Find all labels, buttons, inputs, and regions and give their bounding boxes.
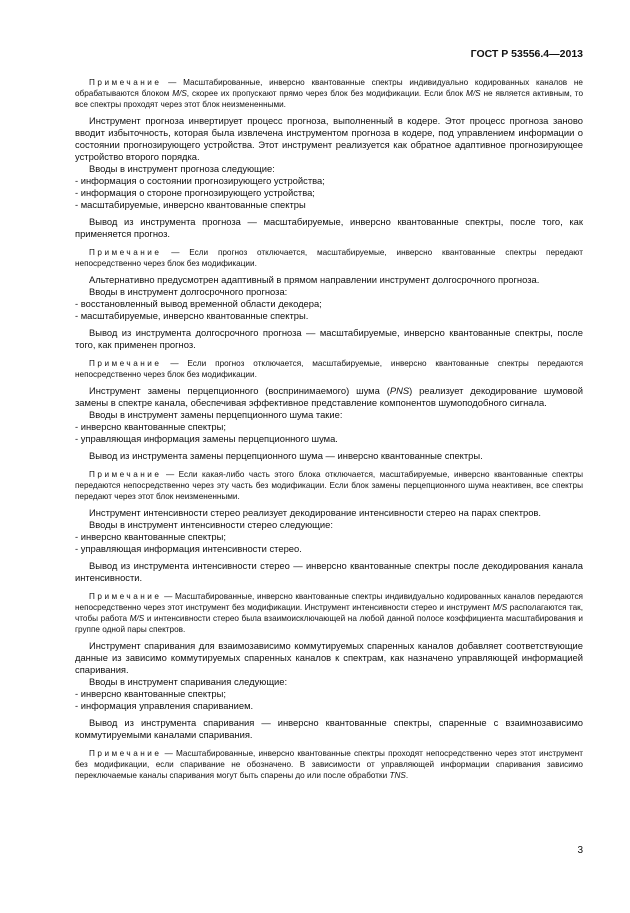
document-body — [75, 77, 583, 781]
list-lead: Вводы в инструмент интенсивности стерео следующие: — [89, 519, 333, 530]
list-item: - масштабируемые, инверсно квантованные спектры. — [75, 310, 309, 321]
list-item: - масштабируемые, инверсно квантованные спектры — [75, 199, 306, 210]
body-paragraph — [75, 327, 583, 351]
body-paragraph — [75, 450, 583, 462]
italic-term: TNS — [389, 771, 406, 780]
italic-term: M/S — [172, 89, 187, 98]
text-run: Вывод из инструмента долгосрочного прогноза — масштабируемые, инверсно квантованные спектры, после того, как применен прогноз. — [75, 327, 583, 350]
text-run: , скорее их пропускают прямо через блок без модификации. Если блок — [186, 89, 467, 98]
body-paragraph — [75, 717, 583, 741]
note-paragraph — [75, 77, 583, 110]
text-run: Инструмент интенсивности стерео реализует декодирование интенсивности стерео на парах спектров. — [89, 507, 541, 518]
list-block — [75, 286, 583, 322]
list-item: - инверсно квантованные спектры; — [75, 421, 226, 432]
list-item: - управляющая информация интенсивности стерео. — [75, 543, 302, 554]
text-run: — Если какая-либо часть этого блока отключается, масштабируемые, инверсно квантованные спектры передаются непосредственно через эту часть без модификации. Если блок замены перцепционного шума неактивен, все спектры передают через этот блок неизмененными. — [75, 470, 584, 501]
text-run: располагаются так, чтобы работа — [75, 603, 584, 623]
list-item: - инверсно квантованные спектры; — [75, 531, 226, 542]
text-run: — Если прогноз отключается, масштабируемые, инверсно квантованные спектры передаются непосредственно через блок без модификации. — [75, 359, 583, 379]
note-paragraph — [75, 469, 583, 502]
list-block — [75, 676, 583, 712]
text-run: — Масштабированные, инверсно квантованные спектры индивидуально кодированных каналов передаются непосредственно через этот инструмент без модификации. Инструмент интенсивности стерео и инструмент — [75, 592, 583, 612]
body-paragraph — [75, 216, 583, 240]
note-paragraph — [75, 247, 583, 269]
body-paragraph — [75, 115, 583, 163]
note-label: Примечание — [89, 470, 162, 479]
list-item: - инверсно квантованные спектры; — [75, 688, 226, 699]
note-label: Примечание — [89, 592, 162, 601]
body-paragraph — [75, 640, 583, 676]
document-page — [75, 48, 583, 783]
note-label: Примечание — [89, 359, 162, 368]
text-run: Вывод из инструмента интенсивности стерео — инверсно квантованные спектры после декодирования канала интенсивности. — [75, 560, 583, 583]
note-paragraph — [75, 591, 583, 635]
text-run: Альтернативно предусмотрен адаптивный в прямом направлении инструмент долгосрочного прогноза. — [89, 274, 540, 285]
body-paragraph — [75, 560, 583, 584]
list-block — [75, 409, 583, 445]
note-paragraph — [75, 748, 583, 781]
text-run: не является активным, то все спектры проходят через этот блок неизмененными. — [75, 89, 583, 109]
body-paragraph — [75, 507, 583, 519]
text-run: Вывод из инструмента прогноза — масштабируемые, инверсно квантованные спектры, после того, как применяется прогноз. — [75, 216, 583, 239]
list-lead: Вводы в инструмент спаривания следующие: — [89, 676, 288, 687]
list-block — [75, 163, 583, 211]
italic-term: PNS — [389, 385, 410, 396]
text-run: Инструмент спаривания для взаимозависимо коммутируемых спаренных каналов добавляет соответствующие данные из зависимо коммутируемых спаренных каналов к спектрам, как назначено управляющей информацией спаривания. — [75, 640, 583, 675]
text-run: Инструмент замены перцепционного (воспринимаемого) шума ( — [89, 385, 390, 396]
list-item: - восстановленный вывод временной области декодера; — [75, 298, 322, 309]
text-run: Инструмент прогноза инвертирует процесс прогноза, выполненный в кодере. Этот процесс прогноза заново вводит избыточность, которая была извлечена инструментом прогноза в кодере, под управлением информации о состоянии прогнозирующего устройства. Этот инструмент реализуется как обратное адаптивное прогнозирующее устройство второго порядка. — [75, 115, 583, 162]
text-run: . — [405, 771, 409, 780]
list-item: - управляющая информация замены перцепционного шума. — [75, 433, 338, 444]
text-run: — Масштабированные, инверсно квантованные спектры проходят непосредственно через этот инструмент без модификации, если спаривание не обозначено. В зависимости от управляющей информации спаривания зависимо переключаемые каналы спаривания могут быть спарены до или после обработки — [75, 749, 583, 780]
list-item: - информация о состоянии прогнозирующего устройства; — [75, 175, 325, 186]
note-paragraph — [75, 358, 583, 380]
text-run: Вывод из инструмента замены перцепционного шума — инверсно квантованные спектры. — [89, 450, 483, 461]
list-lead: Вводы в инструмент прогноза следующие: — [89, 163, 275, 174]
italic-term: M/S — [129, 614, 145, 623]
note-label: Примечание — [89, 248, 162, 257]
text-run: — Если прогноз отключается, масштабируемые, инверсно квантованные спектры передают непосредственно через блок без модификации. — [75, 248, 583, 268]
body-paragraph — [75, 274, 583, 286]
list-item: - информация о стороне прогнозирующего устройства; — [75, 187, 315, 198]
italic-term: M/S — [466, 89, 481, 98]
text-run: Вывод из инструмента спаривания — инверсно квантованные спектры, спаренные с взаимнозависимо коммутируемыми каналами спаривания. — [75, 717, 583, 740]
list-item: - информация управления спариванием. — [75, 700, 254, 711]
standard-header: ГОСТ Р 53556.4—2013 — [470, 48, 583, 60]
text-run: — Масштабированные, инверсно квантованные спектры индивидуально кодированных каналов не обрабатываются блоком — [75, 78, 583, 98]
text-run: ) реализует декодирование шумовой замены в спектре канала, обеспечивая эффективное представление компонентов шумоподобного сигнала. — [75, 385, 583, 408]
note-label: Примечание — [89, 78, 162, 87]
list-lead: Вводы в инструмент замены перцепционного шума такие: — [89, 409, 343, 420]
page-number: 3 — [577, 845, 583, 856]
italic-term: M/S — [492, 603, 508, 612]
list-block — [75, 519, 583, 555]
text-run: и интенсивности стерео была взаимоисключающей на любой данной полосе коэффициента масштабирования и группе одной пары спектров. — [75, 614, 583, 634]
note-label: Примечание — [89, 749, 162, 758]
body-paragraph — [75, 385, 583, 409]
list-lead: Вводы в инструмент долгосрочного прогноза: — [89, 286, 288, 297]
